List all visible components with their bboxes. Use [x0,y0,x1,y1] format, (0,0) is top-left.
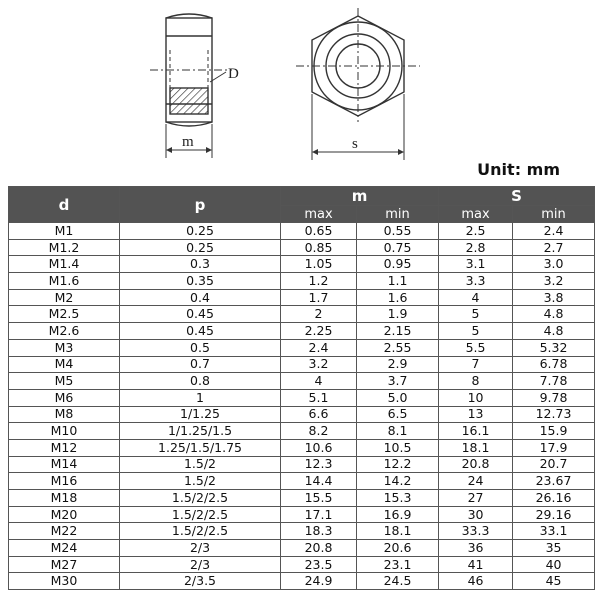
cell-d: M1.2 [9,239,120,256]
cell-m-max: 24.9 [281,573,357,590]
dim-label-s: s [352,136,358,152]
table-row [9,223,595,240]
cell-d: M2.6 [9,323,120,340]
cell-m-max: 17.1 [281,506,357,523]
cell-s-max: 2.8 [439,239,513,256]
cell-m-max: 10.6 [281,439,357,456]
cell-d: M14 [9,456,120,473]
cell-d: M20 [9,506,120,523]
cell-s-max: 24 [439,473,513,490]
cell-m-min: 15.3 [357,490,439,507]
table-row [9,306,595,323]
cell-m-min: 23.1 [357,556,439,573]
cell-s-min: 3.2 [513,273,595,290]
cell-p: 0.25 [120,239,281,256]
nut-spec-table [8,186,595,590]
cell-p: 2/3.5 [120,573,281,590]
cell-m-max: 0.85 [281,239,357,256]
cell-m-min: 0.55 [357,223,439,240]
cell-m-min: 8.1 [357,423,439,440]
cell-s-min: 6.78 [513,356,595,373]
cell-d: M6 [9,389,120,406]
cell-m-max: 12.3 [281,456,357,473]
cell-s-min: 15.9 [513,423,595,440]
cell-s-min: 35 [513,540,595,557]
cell-p: 0.4 [120,289,281,306]
cell-d: M5 [9,373,120,390]
cell-s-min: 2.4 [513,223,595,240]
cell-s-min: 9.78 [513,389,595,406]
header-s-min: min [513,206,595,223]
table-body [9,223,595,590]
cell-s-max: 3.3 [439,273,513,290]
cell-p: 1/1.25 [120,406,281,423]
cell-d: M30 [9,573,120,590]
cell-d: M24 [9,540,120,557]
cell-s-min: 4.8 [513,323,595,340]
cell-d: M3 [9,339,120,356]
nut-top-view [296,8,420,160]
cell-m-min: 2.9 [357,356,439,373]
cell-s-min: 20.7 [513,456,595,473]
cell-m-min: 6.5 [357,406,439,423]
cell-s-min: 40 [513,556,595,573]
cell-s-max: 10 [439,389,513,406]
cell-p: 1 [120,389,281,406]
cell-s-max: 2.5 [439,223,513,240]
cell-p: 1.5/2/2.5 [120,506,281,523]
cell-s-min: 33.1 [513,523,595,540]
dim-label-m: m [182,134,194,150]
header-m-min: min [357,206,439,223]
cell-m-max: 0.65 [281,223,357,240]
cell-s-max: 20.8 [439,456,513,473]
cell-m-max: 4 [281,373,357,390]
cell-p: 1.5/2 [120,473,281,490]
table-row [9,373,595,390]
cell-s-max: 46 [439,573,513,590]
cell-m-max: 2.25 [281,323,357,340]
cell-m-min: 16.9 [357,506,439,523]
cell-p: 0.3 [120,256,281,273]
cell-d: M16 [9,473,120,490]
cell-d: M12 [9,439,120,456]
cell-m-min: 0.75 [357,239,439,256]
cell-p: 0.35 [120,273,281,290]
cell-s-min: 17.9 [513,439,595,456]
table-row [9,356,595,373]
dim-label-d: D [228,66,239,82]
table-row [9,323,595,340]
cell-p: 1.5/2/2.5 [120,490,281,507]
header-m: m [281,187,439,206]
cell-m-min: 3.7 [357,373,439,390]
table-row [9,573,595,590]
table-row [9,490,595,507]
table-row [9,556,595,573]
cell-s-max: 7 [439,356,513,373]
cell-s-min: 23.67 [513,473,595,490]
cell-d: M22 [9,523,120,540]
cell-p: 0.7 [120,356,281,373]
header-d: d [9,187,120,223]
cell-m-min: 12.2 [357,456,439,473]
cell-m-max: 8.2 [281,423,357,440]
cell-d: M2 [9,289,120,306]
cell-p: 0.25 [120,223,281,240]
cell-m-min: 10.5 [357,439,439,456]
cell-s-max: 8 [439,373,513,390]
table-row [9,456,595,473]
table-row [9,256,595,273]
cell-s-max: 30 [439,506,513,523]
cell-s-min: 5.32 [513,339,595,356]
cell-s-min: 29.16 [513,506,595,523]
table-row [9,389,595,406]
table-row [9,506,595,523]
cell-m-max: 2 [281,306,357,323]
table-row [9,523,595,540]
cell-d: M1.6 [9,273,120,290]
table-row [9,239,595,256]
cell-m-max: 1.2 [281,273,357,290]
cell-s-min: 2.7 [513,239,595,256]
cell-p: 1.5/2/2.5 [120,523,281,540]
cell-m-min: 24.5 [357,573,439,590]
cell-m-max: 1.7 [281,289,357,306]
cell-s-max: 18.1 [439,439,513,456]
cell-p: 2/3 [120,540,281,557]
cell-m-min: 0.95 [357,256,439,273]
cell-s-max: 16.1 [439,423,513,440]
table-row [9,423,595,440]
cell-s-min: 3.0 [513,256,595,273]
cell-m-max: 3.2 [281,356,357,373]
header-s: S [439,187,595,206]
cell-p: 2/3 [120,556,281,573]
cell-m-min: 18.1 [357,523,439,540]
cell-m-max: 2.4 [281,339,357,356]
cell-p: 0.8 [120,373,281,390]
table-row [9,406,595,423]
table-row [9,439,595,456]
cell-s-min: 3.8 [513,289,595,306]
cell-m-max: 18.3 [281,523,357,540]
cell-m-min: 1.9 [357,306,439,323]
cell-p: 0.45 [120,306,281,323]
cell-s-max: 5.5 [439,339,513,356]
table-row [9,273,595,290]
cell-p: 0.45 [120,323,281,340]
table-row [9,473,595,490]
cell-s-min: 26.16 [513,490,595,507]
unit-label: Unit: mm [477,160,560,179]
cell-s-max: 3.1 [439,256,513,273]
cell-s-max: 5 [439,323,513,340]
cell-m-min: 20.6 [357,540,439,557]
cell-m-max: 14.4 [281,473,357,490]
cell-d: M18 [9,490,120,507]
cell-s-max: 13 [439,406,513,423]
table-row [9,339,595,356]
cell-s-min: 45 [513,573,595,590]
cell-d: M27 [9,556,120,573]
cell-m-min: 14.2 [357,473,439,490]
cell-m-max: 6.6 [281,406,357,423]
cell-d: M8 [9,406,120,423]
cell-m-max: 20.8 [281,540,357,557]
cell-d: M10 [9,423,120,440]
cell-p: 1.25/1.5/1.75 [120,439,281,456]
table-row [9,540,595,557]
cell-m-max: 23.5 [281,556,357,573]
cell-p: 1/1.25/1.5 [120,423,281,440]
cell-m-max: 15.5 [281,490,357,507]
cell-m-min: 2.15 [357,323,439,340]
cell-d: M1.4 [9,256,120,273]
cell-p: 1.5/2 [120,456,281,473]
cell-s-min: 4.8 [513,306,595,323]
header-s-max: max [439,206,513,223]
cell-m-max: 5.1 [281,389,357,406]
cell-d: M2.5 [9,306,120,323]
header-p: p [120,187,281,223]
cell-m-min: 5.0 [357,389,439,406]
cell-m-min: 1.1 [357,273,439,290]
cell-s-max: 5 [439,306,513,323]
cell-s-min: 12.73 [513,406,595,423]
cell-m-min: 2.55 [357,339,439,356]
cell-s-max: 4 [439,289,513,306]
table-row [9,289,595,306]
cell-s-min: 7.78 [513,373,595,390]
cell-s-max: 27 [439,490,513,507]
cell-p: 0.5 [120,339,281,356]
cell-d: M1 [9,223,120,240]
cell-s-max: 36 [439,540,513,557]
header-m-max: max [281,206,357,223]
cell-m-min: 1.6 [357,289,439,306]
cell-m-max: 1.05 [281,256,357,273]
cell-s-max: 33.3 [439,523,513,540]
cell-s-max: 41 [439,556,513,573]
cell-d: M4 [9,356,120,373]
